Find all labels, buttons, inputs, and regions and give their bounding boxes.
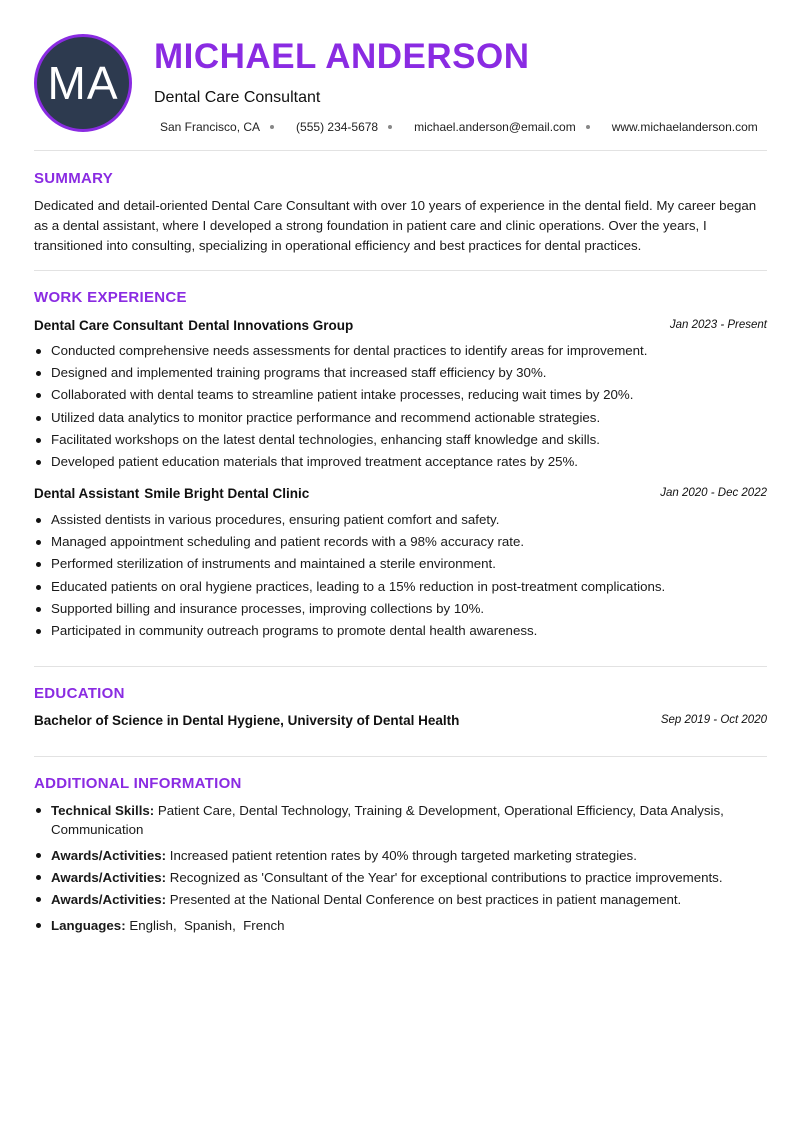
list-item: Participated in community outreach programs to promote dental health awareness. (34, 620, 767, 642)
list-item: Collaborated with dental teams to streamline patient intake processes, reducing wait times by 20%. (34, 384, 767, 406)
contact-email[interactable]: michael.anderson@email.com (414, 120, 576, 134)
list-item: Supported billing and insurance processes, improving collections by 10%. (34, 598, 767, 620)
divider (34, 150, 767, 151)
education-heading: EDUCATION (34, 685, 125, 702)
additional-info-heading: ADDITIONAL INFORMATION (34, 775, 242, 792)
contact-line (160, 120, 758, 134)
bullet-icon (36, 853, 41, 858)
contact-location: San Francisco, CA (160, 120, 261, 134)
bullet-icon (36, 897, 41, 902)
job-header (34, 486, 767, 504)
list-item: Assisted dentists in various procedures, ensuring patient comfort and safety. (34, 509, 767, 531)
bullet-icon (36, 371, 41, 376)
divider (34, 666, 767, 667)
bullet-icon (36, 875, 41, 880)
bullet-icon (36, 349, 41, 354)
bullet-icon (36, 540, 41, 545)
bullet-icon (36, 416, 41, 421)
job-bullets (34, 509, 767, 642)
list-item: Facilitated workshops on the latest dental technologies, enhancing staff knowledge and skills. (34, 429, 767, 451)
job-company: Dental Innovations Group (188, 318, 354, 333)
bullet-icon (36, 808, 41, 813)
bullet-icon (36, 393, 41, 398)
list-item: Technical Skills: Patient Care, Dental Technology, Training & Development, Operational Efficiency, Data Analysis, Communication (34, 801, 767, 839)
summary-heading: SUMMARY (34, 170, 114, 187)
job-bullets (34, 340, 767, 473)
job-header (34, 318, 767, 336)
separator-dot (388, 125, 392, 129)
bullet-icon (36, 629, 41, 634)
contact-phone: (555) 234-5678 (296, 120, 379, 134)
list-item: Developed patient education materials that improved treatment acceptance rates by 25%. (34, 451, 767, 473)
summary-text: Dedicated and detail-oriented Dental Care Consultant with over 10 years of experience in the dental field. My career began as a dental assistant, where I developed a strong foundation in patient care and clinic operations. Over the years, I transitioned into consulting, specializing in operational efficiency and best practices for dental practices. (34, 198, 757, 253)
education-entry (34, 713, 767, 731)
list-item: Managed appointment scheduling and patient records with a 98% accuracy rate. (34, 531, 767, 553)
job-role: Dental Assistant (34, 486, 140, 501)
list-item: Conducted comprehensive needs assessments for dental practices to identify areas for improvement. (34, 340, 767, 362)
list-item: Designed and implemented training programs that increased staff efficiency by 30%. (34, 362, 767, 384)
separator-dot (586, 125, 590, 129)
divider (34, 270, 767, 271)
work-experience-heading: WORK EXPERIENCE (34, 289, 187, 306)
bullet-icon (36, 585, 41, 590)
list-item: Awards/Activities: Presented at the National Dental Conference on best practices in patient management. (34, 890, 767, 909)
list-item: Awards/Activities: Recognized as 'Consultant of the Year' for exceptional contributions to practice improvements. (34, 868, 767, 887)
divider (34, 756, 767, 757)
list-item: Performed sterilization of instruments and maintained a sterile environment. (34, 553, 767, 575)
avatar-initials: MA (47, 57, 119, 109)
bullet-icon (36, 923, 41, 928)
avatar (34, 34, 132, 132)
job-dates: Jan 2023 - Present (669, 319, 767, 331)
bullet-icon (36, 518, 41, 523)
job-role: Dental Care Consultant (34, 318, 184, 333)
list-item: Awards/Activities: Increased patient retention rates by 40% through targeted marketing strategies. (34, 846, 767, 865)
list-item: Utilized data analytics to monitor practice performance and recommend actionable strategies. (34, 407, 767, 429)
contact-website[interactable]: www.michaelanderson.com (611, 120, 758, 134)
resume-header (34, 34, 767, 138)
candidate-name: MICHAEL ANDERSON (154, 37, 530, 76)
job-dates: Jan 2020 - Dec 2022 (660, 487, 767, 499)
separator-dot (270, 125, 274, 129)
additional-info-list (34, 801, 767, 938)
bullet-icon (36, 607, 41, 612)
education-degree: Bachelor of Science in Dental Hygiene, University of Dental Health (34, 713, 460, 728)
job-company: Smile Bright Dental Clinic (144, 486, 310, 501)
education-dates: Sep 2019 - Oct 2020 (660, 714, 767, 726)
bullet-icon (36, 460, 41, 465)
list-item: Languages: English, Spanish, French (34, 916, 767, 935)
bullet-icon (36, 562, 41, 567)
bullet-icon (36, 438, 41, 443)
candidate-title: Dental Care Consultant (154, 89, 321, 106)
list-item: Educated patients on oral hygiene practices, leading to a 15% reduction in post-treatment complications. (34, 576, 767, 598)
